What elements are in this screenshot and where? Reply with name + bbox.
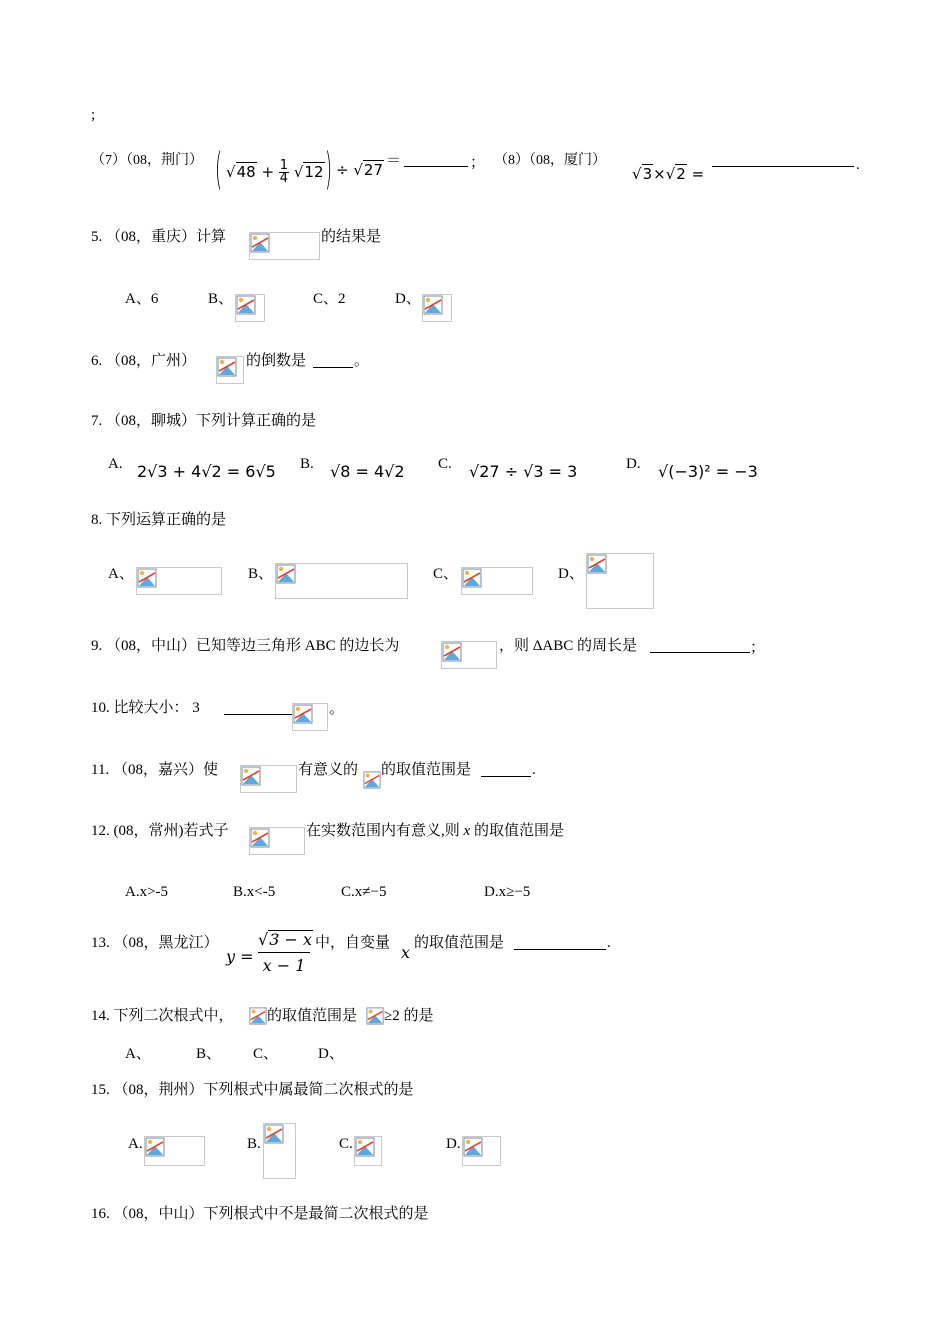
q11-stem-c: 的取值范围是 [381, 762, 472, 778]
q16-stem: 16. （08，中山）下列根式中不是最简二次根式的是 [91, 1206, 429, 1222]
q14-option-c[interactable]: C、 [253, 1046, 279, 1062]
q13-y: y [226, 947, 236, 966]
q12-formula-image [249, 827, 305, 855]
q11-end: . [532, 762, 536, 778]
q8-option-a[interactable]: A、 [108, 566, 134, 582]
frac-num: 1 [279, 158, 289, 173]
q11-formula-image [240, 765, 297, 793]
q8-option-d-image [586, 553, 654, 609]
q7-sep: ； [470, 155, 486, 171]
q14-option-b[interactable]: B、 [196, 1046, 222, 1062]
q10-stem-a: 10. 比较大小： 3 [91, 700, 200, 716]
q7-option-c-expr: √27 ÷ √3 = 3 [469, 462, 578, 481]
broken-image-icon [355, 1137, 375, 1157]
q13-stem-a: 13. （08，黑龙江） [91, 935, 219, 951]
broken-image-icon [442, 642, 462, 662]
plus-sign: + [261, 163, 275, 181]
q5-option-b-image [235, 294, 265, 322]
q7-option-a-expr: 2√3 + 4√2 = 6√5 [137, 462, 276, 481]
q13-answer-blank[interactable] [514, 935, 606, 950]
q7-option-d-label[interactable]: D. [626, 456, 641, 472]
broken-image-icon [293, 704, 313, 724]
q12-option-d[interactable]: D.x≥−5 [484, 884, 531, 900]
times-sign: × [653, 165, 666, 183]
broken-image-icon [276, 564, 296, 584]
q5-option-d-image [422, 294, 452, 322]
q12-stem-c: 的取值范围是 [470, 823, 564, 839]
q15-option-c-image [354, 1136, 382, 1166]
q12-stem-b: 在实数范围内有意义,则 [306, 823, 464, 839]
q15-option-b[interactable]: B. [247, 1136, 261, 1152]
q8-option-c[interactable]: C、 [433, 566, 459, 582]
broken-image-icon [241, 766, 261, 786]
q9-answer-blank[interactable] [650, 638, 750, 653]
q8-option-d[interactable]: D、 [558, 566, 584, 582]
broken-image-icon [366, 1007, 384, 1025]
q9-formula-image [441, 641, 497, 669]
q15-option-d[interactable]: D. [446, 1136, 461, 1152]
q13-fraction [258, 930, 310, 976]
q8-option-b-image [275, 563, 408, 599]
q13-end: . [607, 935, 611, 951]
q12-option-a[interactable]: A.x>-5 [125, 884, 169, 900]
q12-stem-a: 12. (08，常州)若式子 [91, 823, 229, 839]
q7-stem: 7. （08，聊城）下列计算正确的是 [91, 413, 317, 429]
q6-stem-b: 的倒数是 [246, 353, 307, 369]
broken-image-icon [463, 1137, 483, 1157]
q7-equals: ＝ [386, 153, 402, 169]
q15-option-a[interactable]: A. [128, 1136, 143, 1152]
broken-image-icon [462, 568, 482, 588]
q14-stem-a: 14. 下列二次根式中， [91, 1008, 234, 1024]
q8-expression: √3×√2 = [632, 165, 705, 183]
sqrt-2: 2 [676, 165, 686, 183]
frac-den: 4 [279, 171, 289, 186]
broken-image-icon [249, 1007, 267, 1025]
q5-stem-b: 的结果是 [321, 229, 382, 245]
sqrt-12: 12 [304, 163, 324, 181]
q5-option-c[interactable]: C、2 [313, 291, 346, 307]
broken-image-icon [423, 295, 443, 315]
q10-answer-blank[interactable] [224, 700, 292, 715]
q7-answer-blank[interactable] [404, 152, 468, 167]
q7-right-paren: ) [325, 145, 333, 196]
q13-denominator: x − 1 [262, 956, 306, 975]
q7-expression-tail: ÷ √27 [336, 161, 383, 179]
q8-option-c-image [461, 567, 533, 595]
q7-label: （7）（08，荆门） [91, 153, 203, 168]
q6-formula-image [216, 356, 244, 384]
q14-option-d[interactable]: D、 [318, 1046, 344, 1062]
q7-option-c-label[interactable]: C. [438, 456, 452, 472]
q15-option-b-image [263, 1123, 296, 1179]
q7-expression: √48 + $\frac{1}{4}$ √12 [226, 158, 324, 186]
q8-stem: 8. 下列运算正确的是 [91, 512, 227, 528]
q5-formula-image [249, 232, 320, 260]
q15-option-c[interactable]: C. [339, 1136, 353, 1152]
q7-option-d-expr: √(−3)² = −3 [658, 462, 758, 481]
q7-option-b-label[interactable]: B. [300, 456, 314, 472]
q5-option-b[interactable]: B、 [208, 291, 234, 307]
q8-option-b[interactable]: B、 [248, 566, 274, 582]
q15-option-a-image [144, 1136, 205, 1166]
divide-sign: ÷ [336, 161, 349, 179]
q9-end: ； [750, 640, 766, 656]
q8-answer-blank[interactable] [712, 152, 854, 167]
q11-stem-b: 有意义的 [298, 762, 359, 778]
q15-option-d-image [462, 1136, 501, 1166]
sqrt-3: 3 [642, 165, 653, 183]
sqrt-48: 48 [236, 163, 256, 181]
q9-stem-b: ，则 ΔABC 的周长是 [499, 638, 637, 654]
q13-stem-b: 中，自变量 [315, 935, 391, 951]
q6-end: 。 [354, 353, 370, 369]
q13-function-y [226, 947, 254, 967]
q12-stem [306, 822, 564, 840]
q12-option-c[interactable]: C.x≠−5 [341, 884, 387, 900]
broken-image-icon [250, 828, 270, 848]
q12-variable: x [463, 823, 471, 839]
broken-image-icon [587, 554, 607, 574]
q5-option-d[interactable]: D、 [395, 291, 421, 307]
equals-sign: = [691, 165, 705, 183]
broken-image-icon [137, 568, 157, 588]
broken-image-icon [264, 1124, 284, 1144]
q13-eq: = [240, 947, 254, 966]
q11-answer-blank[interactable] [481, 762, 531, 777]
q14-option-a[interactable]: A、 [125, 1046, 151, 1062]
q8-option-a-image [136, 567, 222, 595]
q13-stem-c: 的取值范围是 [414, 935, 505, 951]
q15-stem: 15. （08，荆州）下列根式中属最简二次根式的是 [91, 1082, 414, 1098]
q7-option-b-expr: √8 = 4√2 [330, 462, 405, 481]
broken-image-icon [250, 233, 270, 253]
q13-variable: x [401, 943, 411, 962]
top-mark: ; [91, 107, 96, 123]
q14-stem-c: ≥2 的是 [384, 1008, 434, 1024]
sqrt-27: 27 [363, 161, 383, 179]
q10-end: 。 [329, 701, 345, 717]
q13-numerator: √3 − x [258, 930, 310, 953]
q5-option-a[interactable]: A、6 [125, 291, 159, 307]
q11-stem-a: 11. （08，嘉兴）使 [91, 762, 218, 778]
broken-image-icon [236, 295, 256, 315]
broken-image-icon [363, 771, 381, 789]
q5-stem-a: 5. （08，重庆）计算 [91, 229, 227, 245]
q6-stem-a: 6. （08，广州） [91, 353, 197, 369]
fraction-1-4 [279, 160, 289, 185]
q7-option-a-label[interactable]: A. [108, 456, 123, 472]
q14-stem-b: 的取值范围是 [267, 1008, 358, 1024]
q8-label: （8）（08，厦门） [494, 153, 606, 168]
q6-answer-blank[interactable] [313, 353, 353, 368]
broken-image-icon [217, 357, 237, 377]
q9-stem-a: 9. （08，中山）已知等边三角形 ABC 的边长为 [91, 638, 400, 654]
broken-image-icon [145, 1137, 165, 1157]
q8-end: . [856, 157, 860, 173]
q10-formula-image [292, 703, 328, 731]
q12-option-b[interactable]: B.x<-5 [233, 884, 276, 900]
q7-left-paren: ( [215, 145, 223, 196]
q13-num-radicand: 3 − x [269, 930, 312, 949]
